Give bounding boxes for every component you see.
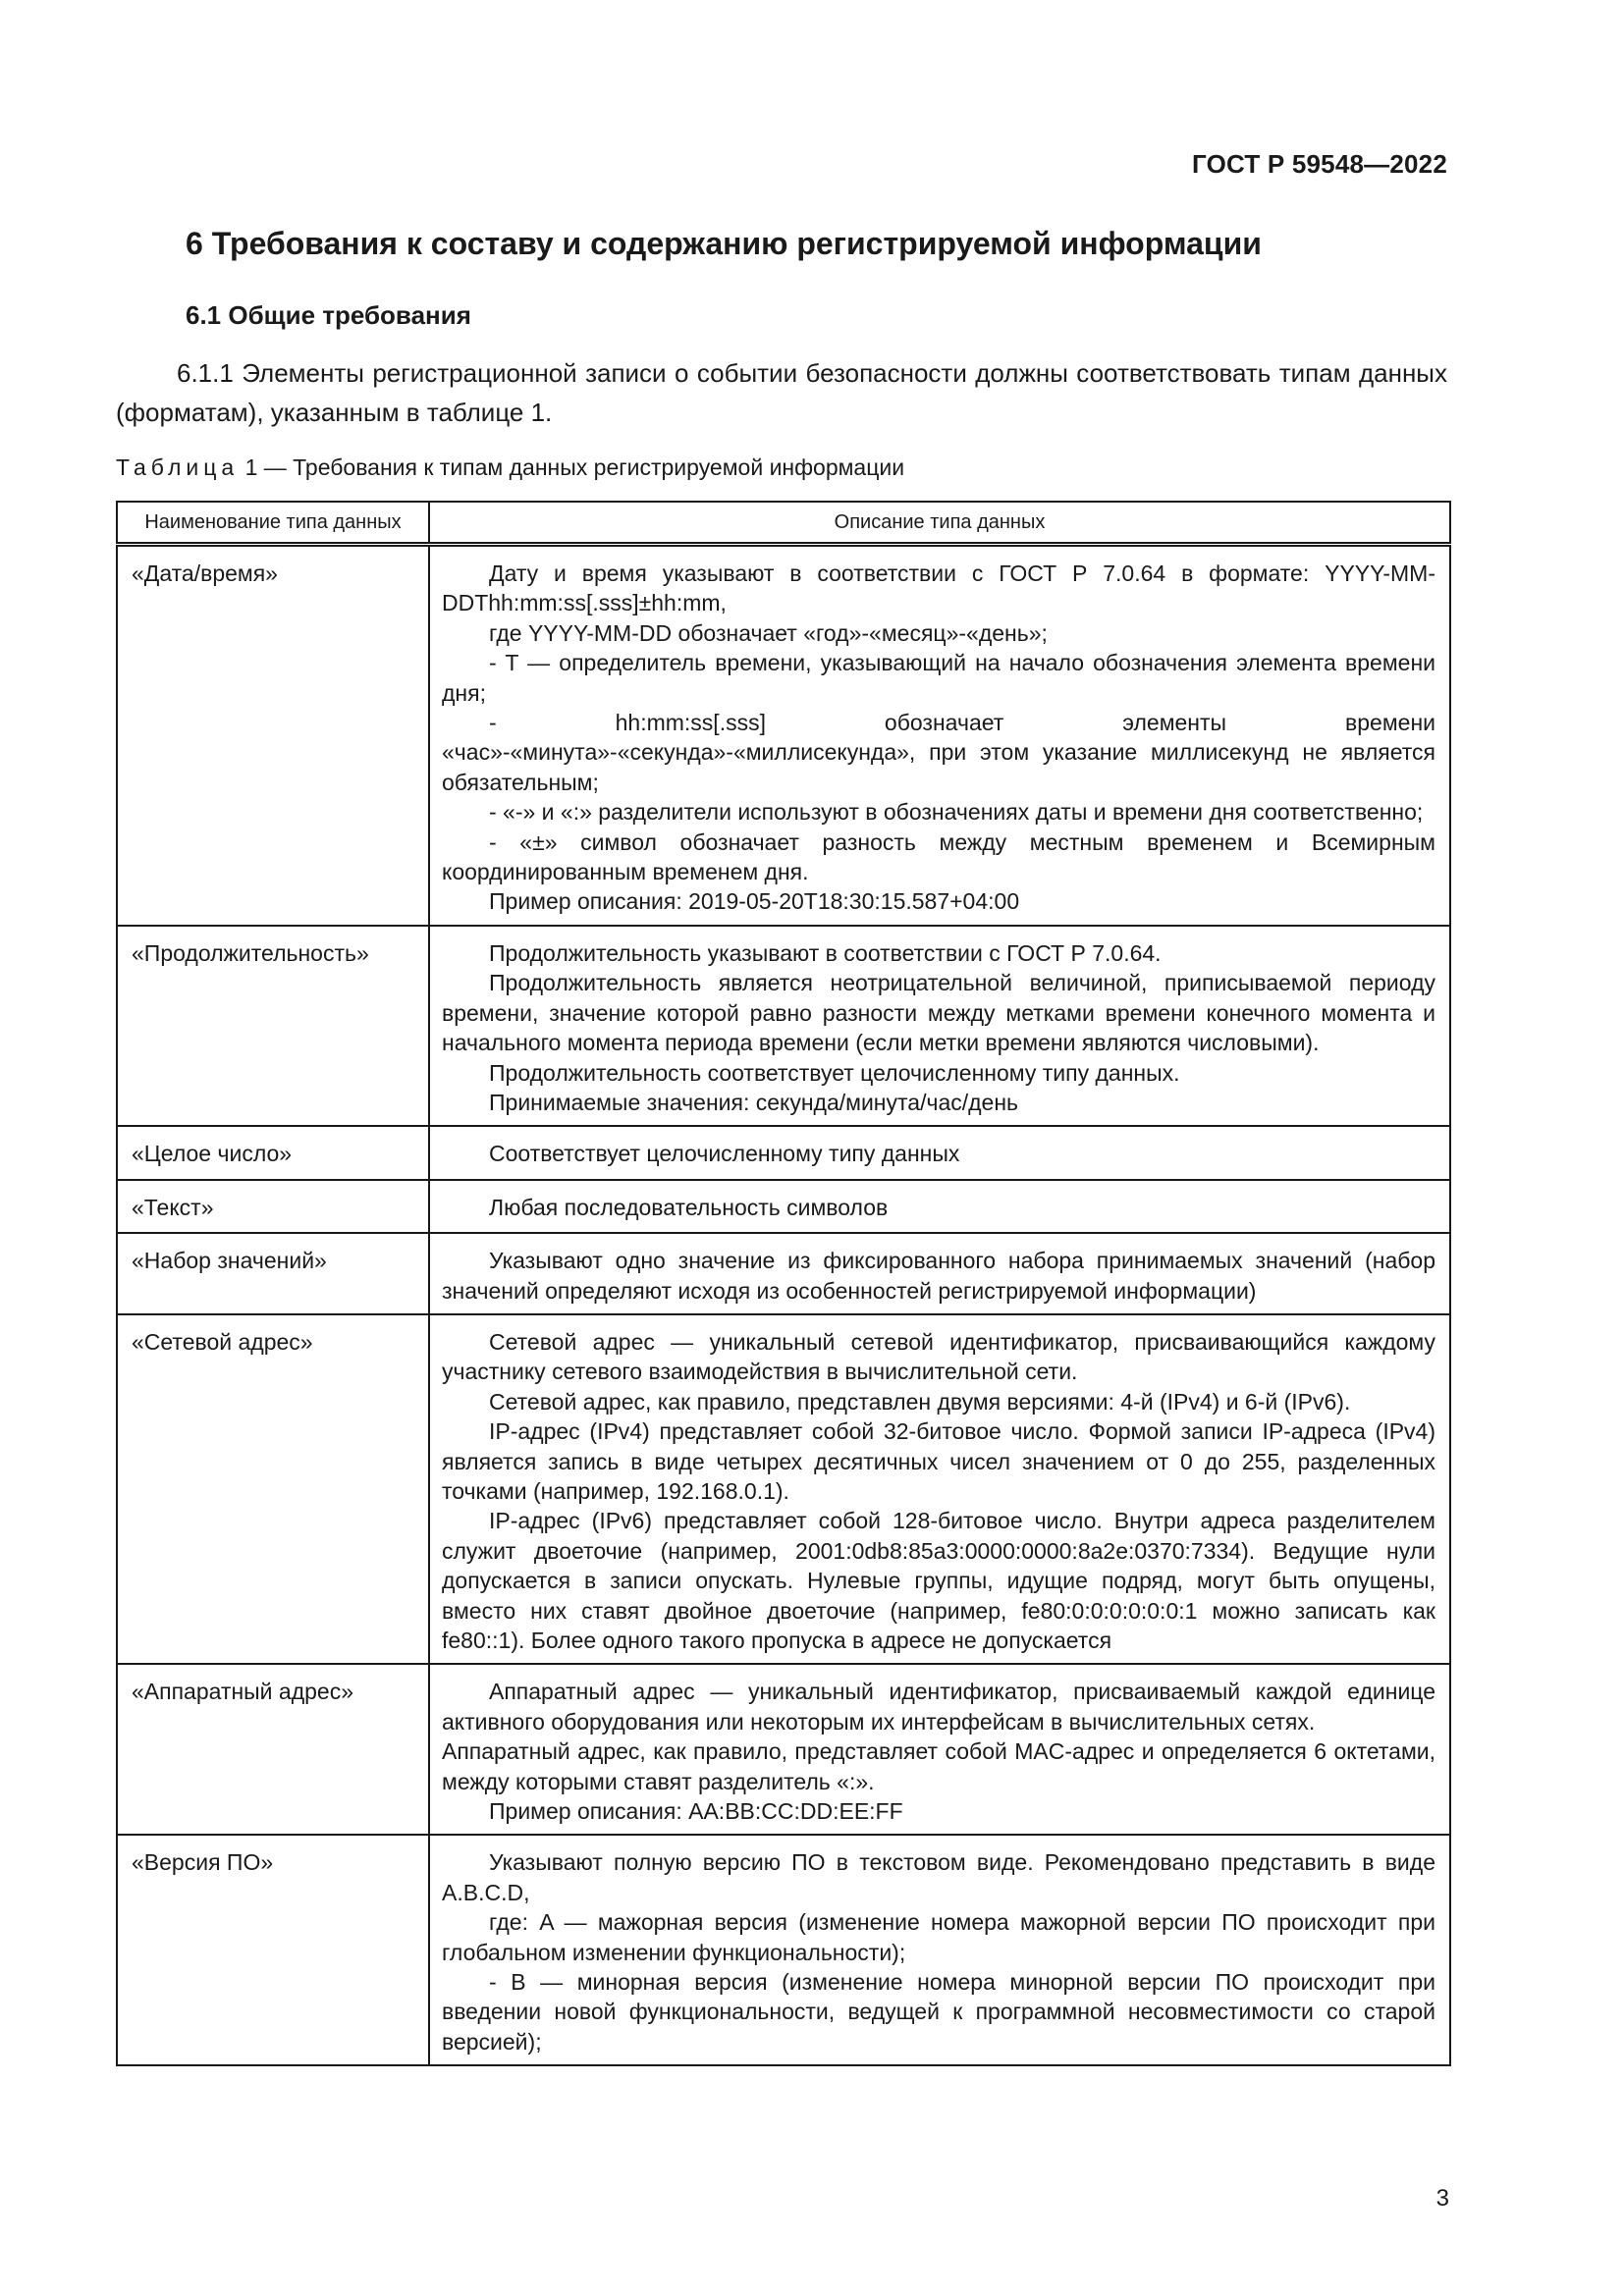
type-description (429, 926, 1450, 1126)
type-description (429, 1180, 1450, 1233)
description-line: - «±» символ обозначает разность между местным временем и Всемирным координированным временем дня. (442, 828, 1435, 885)
header-type-name: Наименование типа данных (117, 502, 429, 545)
type-description (429, 1835, 1450, 2065)
description-line: IP-адрес (IPv4) представляет собой 32-битовое число. Формой записи IP-адреса (IPv4) является запись в виде четырех десятичных чисел значением от 0 до 255, разделенных точками (например, 192.168.0.1). (442, 1418, 1435, 1504)
table-caption-text: 1 — Требования к типам данных регистрируемой информации (239, 454, 905, 480)
table-row (117, 1314, 1450, 1664)
type-description (429, 545, 1450, 926)
section-title: 6 Требования к составу и содержанию регистрируемой информации (186, 226, 1262, 261)
type-name: «Дата/время» (117, 545, 429, 926)
header-type-description: Описание типа данных (429, 502, 1450, 545)
data-types-table (116, 501, 1451, 2066)
description-line: Указывают одно значение из фиксированного набора принимаемых значений (набор значений определяют исходя из особенностей регистрируемой информации) (442, 1248, 1435, 1304)
subsection-title: 6.1 Общие требования (186, 300, 471, 330)
description-line: Принимаемые значения: секунда/минута/час/день (489, 1089, 1019, 1115)
description-line: Продолжительность указывают в соответствии с ГОСТ Р 7.0.64. (489, 939, 1162, 966)
table-row (117, 1180, 1450, 1233)
type-description (429, 1126, 1450, 1179)
description-line: где: A — мажорная версия (изменение номера мажорной версии ПО происходит при глобальном изменении функциональности); (442, 1909, 1435, 1965)
table-row (117, 545, 1450, 926)
page-number: 3 (1435, 2185, 1449, 2212)
description-line: Любая последовательность символов (489, 1194, 889, 1220)
description-line: где YYYY-MM-DD обозначает «год»-«месяц»-«день»; (489, 619, 1048, 646)
document-code: ГОСТ Р 59548—2022 (1192, 149, 1447, 179)
description-line: Пример описания: 2019-05-20T18:30:15.587+04:00 (489, 888, 1020, 915)
type-name: «Продолжительность» (117, 926, 429, 1126)
type-description (429, 1233, 1450, 1314)
description-line: Сетевой адрес — уникальный сетевой идентификатор, присваивающийся каждому участнику сетевого взаимодействия в вычислительной сети. (442, 1328, 1435, 1385)
type-name: «Сетевой адрес» (117, 1314, 429, 1664)
description-line: Указывают полную версию ПО в текстовом виде. Рекомендовано представить в виде A.B.C.D, (442, 1849, 1435, 1905)
table-row (117, 1664, 1450, 1835)
description-line: Пример описания: AA:BB:CC:DD:EE:FF (489, 1798, 903, 1825)
description-line: - «-» и «:» разделители используют в обозначениях даты и времени дня соответственно; (489, 799, 1424, 826)
type-name: «Набор значений» (117, 1233, 429, 1314)
intro-paragraph: 6.1.1 Элементы регистрационной записи о событии безопасности должны соответствовать типам данных (форматам), указанным в таблице 1. (116, 358, 1447, 427)
table-caption-label: Таблица (116, 454, 240, 480)
description-line: Дату и время указывают в соответствии с ГОСТ Р 7.0.64 в формате: YYYY-MM-DDThh:mm:ss[.sss]±hh:mm, (442, 561, 1435, 616)
description-line: Аппаратный адрес — уникальный идентификатор, присваиваемый каждой единице активного оборудования или некоторым их интерфейсам в вычислительных сетях. (442, 1679, 1435, 1735)
type-description (429, 1314, 1450, 1664)
table-caption (116, 454, 904, 481)
description-line: - B — минорная версия (изменение номера минорной версии ПО происходит при введении новой функциональности, ведущей к программной несовместимости со старой версией); (442, 1969, 1435, 2055)
description-line: Сетевой адрес, как правило, представлен двумя версиями: 4-й (IPv4) и 6-й (IPv6). (489, 1388, 1351, 1415)
table-row (117, 1835, 1450, 2065)
table-row (117, 1126, 1450, 1179)
table-header-row (117, 502, 1450, 545)
type-name: «Целое число» (117, 1126, 429, 1179)
description-line: Соответствует целочисленному типу данных (489, 1141, 960, 1167)
description-line: IP-адрес (IPv6) представляет собой 128-битовое число. Внутри адреса разделителем служит двоеточие (например, 2001:0db8:85a3:0000:0000:8a2e:0370:7334). Ведущие нули допускается в записи опускать. Нулевые группы, идущие подряд, могут быть опущены, вместо них ставят двойное двоеточие (например, fe80:0:0:0:0:0:0:1 можно записать как fe80::1). Более одного такого пропуска в адресе не допускается (442, 1508, 1435, 1653)
description-line: Продолжительность является неотрицательной величиной, приписываемой периоду времени, значение которой равно разности между метками времени конечного момента и начального момента периода времени (если метки времени являются числовыми). (442, 970, 1435, 1056)
description-line: - T — определитель времени, указывающий на начало обозначения элемента времени дня; (442, 650, 1435, 706)
type-name: «Текст» (117, 1180, 429, 1233)
description-line: Аппаратный адрес, как правило, представляет собой MAC-адрес и определяется 6 октетами, между которыми ставят разделитель «:». (442, 1738, 1435, 1794)
table-row (117, 926, 1450, 1126)
type-description (429, 1664, 1450, 1835)
description-line: - hh:mm:ss[.sss] обозначает элементы времени «час»-«минута»-«секунда»-«миллисекунда», при этом указание миллисекунд не является обязательным; (442, 710, 1435, 795)
table-row (117, 1233, 1450, 1314)
description-line: Продолжительность соответствует целочисленному типу данных. (489, 1059, 1180, 1086)
type-name: «Версия ПО» (117, 1835, 429, 2065)
type-name: «Аппаратный адрес» (117, 1664, 429, 1835)
